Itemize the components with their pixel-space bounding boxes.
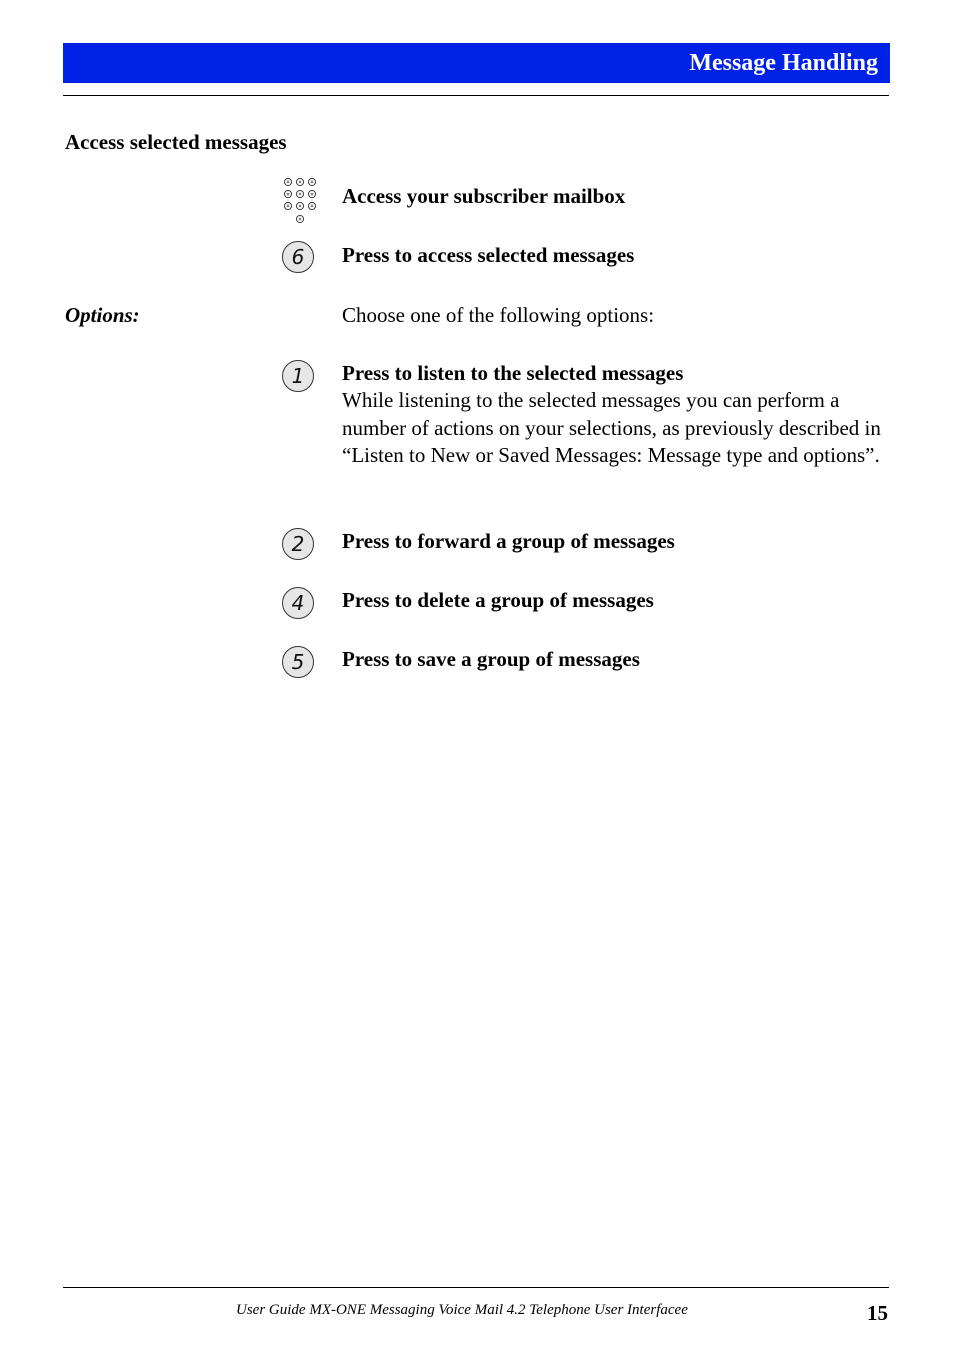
key-6-icon: 6 [282,241,314,273]
option-listen-title: Press to listen to the selected messages [342,361,684,385]
key-4-icon: 4 [282,587,314,619]
page-number: 15 [867,1301,888,1325]
option-forward: Press to forward a group of messages [342,529,675,553]
step-access-mailbox: Access your subscriber mailbox [342,184,626,208]
keypad-icon [282,177,318,225]
option-save: Press to save a group of messages [342,647,640,671]
option-listen [342,360,887,469]
option-delete: Press to delete a group of messages [342,588,654,612]
key-5-icon: 5 [282,646,314,678]
key-1-icon: 1 [282,360,314,392]
header-rule [63,95,889,96]
option-listen-description: While listening to the selected messages you can perform a number of actions on your selections, as previously described in “Listen to New or Saved Messages: Message type and options”. [342,388,881,467]
footer-text: User Guide MX-ONE Messaging Voice Mail 4.2 Telephone User Interfacee [236,1302,688,1318]
key-2-icon: 2 [282,528,314,560]
footer-rule [63,1287,889,1288]
header-title: Message Handling [689,50,878,76]
step-access-selected: Press to access selected messages [342,243,635,267]
section-heading: Access selected messages [65,130,287,154]
header-bar [63,43,890,83]
options-label: Options: [65,303,140,327]
options-intro: Choose one of the following options: [342,303,655,327]
